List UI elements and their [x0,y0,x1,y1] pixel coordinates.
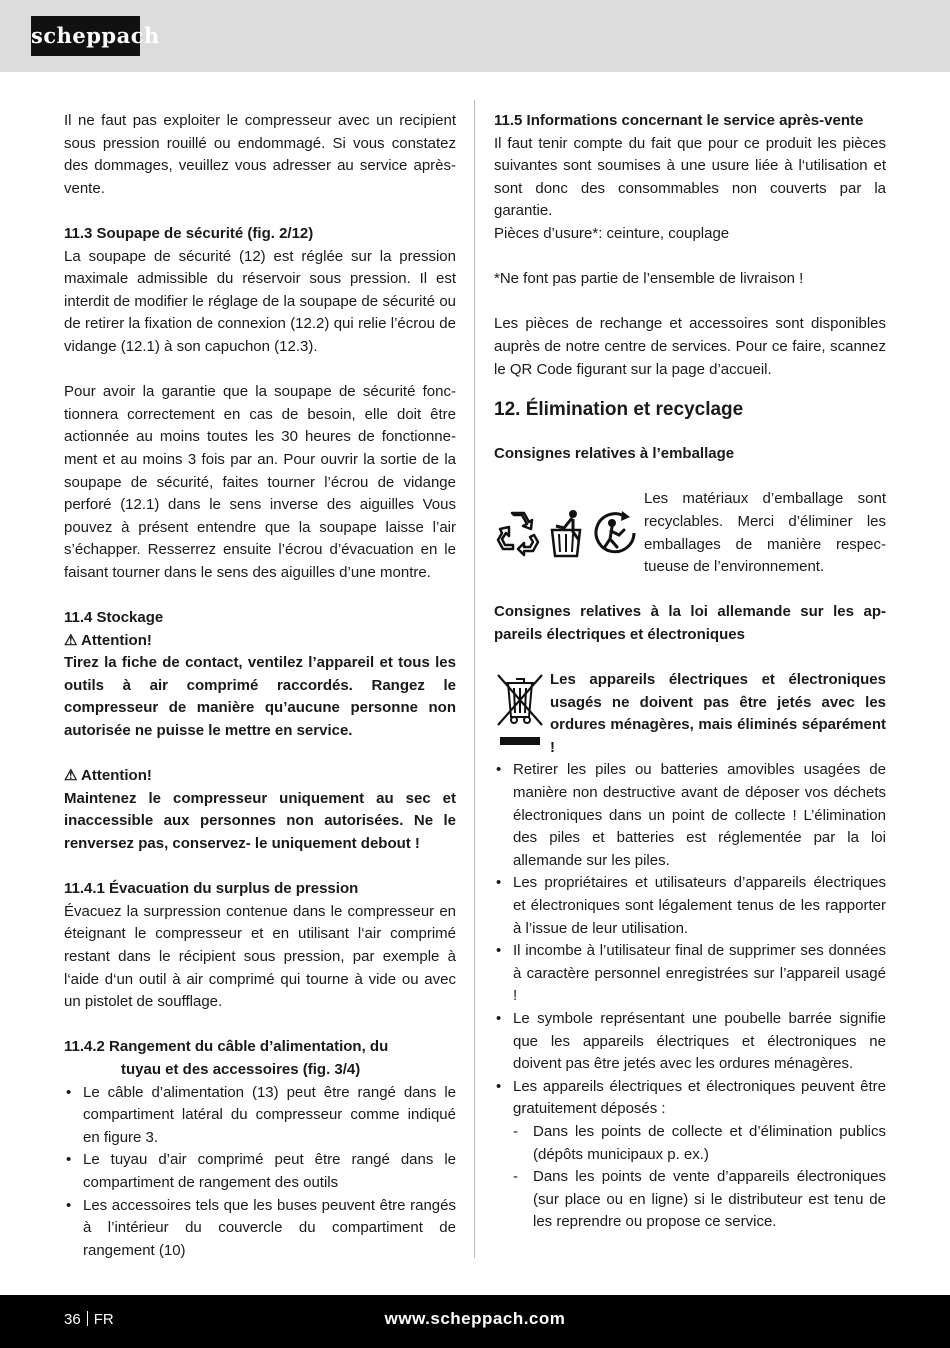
paragraph: *Ne font pas partie de l’ensemble de livraison ! [494,270,804,288]
weee-heading: Consignes relatives à la loi allemande sur les appareils électriques et électroniques [494,603,886,643]
warning-text: Maintenez le compresseur uniquement au sec et inaccessible aux personnes non autorisées. Ne le renversez pas, conservez- le uniquement debout ! [64,789,456,852]
section-heading-11-3: 11.3 Soupape de sécurité (fig. 2/12) [64,224,314,242]
section-heading-11-4-2: 11.4.2 Rangement du câble d’alimentation, du [64,1038,389,1056]
page-header [0,0,950,72]
warning-heading: ⚠ Attention! [64,631,152,649]
sub-list-item: - Dans les points de vente d’appareils électroniques (sur place ou en ligne) si le distributeur est tenu de les reprendre ou propose ce service. [494,1166,886,1234]
list-item: • Les propriétaires et utilisateurs d’appareils électriques et électroniques sont légalement tenus de les rapporter à l’issue de leur utilisation. [494,872,886,940]
crossed-bin-icon [494,669,550,759]
section-heading-12: 12. Élimination et recyclage [494,399,744,421]
website-link[interactable]: www.scheppach.com [384,1309,566,1328]
recycle-icon [494,509,542,557]
list-item: • Les appareils électriques et électroniques peuvent être gratuitement déposés : [494,1076,886,1121]
list-item: • Il incombe à l’utilisateur final de supprimer ses données à caractère personnel enregistrées sur l’appareil usagé ! [494,940,886,1008]
list-item: • Le symbole représentant une poubelle barrée signifie que les appareils électriques et électroniques ne doivent pas être jetés avec les ordures ménagères. [494,1008,886,1076]
packaging-icons [494,488,644,578]
paragraph: Les pièces de rechange et accessoires sont disponibles auprès de notre centre de services. Pour ce faire, scannez le QR Code figurant sur la page d’accueil. [494,315,886,378]
list-item: • Le câble d’alimentation (13) peut être rangé dans le compartiment latéral du compresseur comme indiqué en figure 3. [64,1082,456,1150]
sub-list-item: - Dans les points de collecte et d’élimination publics (dépôts municipaux p. ex.) [494,1121,886,1166]
weee-notice [494,669,886,759]
list-item: • Les accessoires tels que les buses peuvent être rangés à l’intérieur du couvercle du compartiment de rangement (10) [64,1195,456,1263]
paragraph: Pièces d’usure*: ceinture, couplage [494,224,730,242]
weee-text: Les appareils électriques et électroniques usagés ne doivent pas être jetés avec les ordures ménagères, mais éliminés séparément ! [550,671,886,756]
packaging-heading: Consignes relatives à l’emballage [494,445,735,463]
scheppach-logo: scheppach [31,16,140,56]
section-heading-11-5: 11.5 Informations concernant le service après-vente [494,112,864,129]
packaging-text: Les matériaux d’emballage sont recyclables. Merci d’éliminer les emballages de manière respectueuse de l’environnement. [644,490,886,576]
right-column [494,110,886,1234]
section-heading-11-4: 11.4 Stockage [64,609,164,627]
paragraph: Évacuez la surpression contenue dans le compresseur en éteignant le compresseur et en utilisant l‘air comprimé restant dans le récipient sous pression, par exemple à l‘aide d‘un outil à air comprimé qui tourne à vide ou avec un pistolet de soufflage. [64,902,456,1011]
recycle-person-icon [590,508,640,558]
paragraph: Pour avoir la garantie que la soupape de sécurité fonctionnera correctement en cas de besoin, elle doit être actionnée au moins toutes les 30 heures de fonctionnement et au moins 3 fois par an. Pour ouvrir la sortie de la soupape de sécurité, faites tourner l’écrou de vidange perforé (12.1) dans le sens inverse des aiguilles Vous pouvez à présent entendre que la soupape laisse l’air s’échapper. Resserrez ensuite l’écrou d’évacuation en le faisant tourner dans le sens des aiguilles d’une montre. [64,383,456,581]
warning-text: Tirez la fiche de contact, ventilez l’appareil et tous les outils à air comprimé raccordés. Rangez le compresseur de manière qu’aucune personne non autorisée ne puisse le mettre en service. [64,654,456,740]
warning-heading: ⚠ Attention! [64,767,152,785]
page-number-value: 36 [64,1311,81,1328]
list-item: • Retirer les piles ou batteries amovibles usagées de manière non destructive avant de déposer vos déchets électroniques dans un point de collecte ! L’élimination des piles et batteries est réglementée par la loi allemande sur les piles. [494,759,886,872]
paragraph: Il faut tenir compte du fait que pour ce produit les pièces suivantes sont soumises à une usure liée à l‘utilisation et sont donc des consommables non couverts par la garantie. [494,134,886,220]
page-footer [0,1295,950,1348]
section-heading-11-4-2-cont: tuyau et des accessoires (fig. 3/4) [121,1060,361,1078]
trash-bin-icon [546,508,586,558]
column-divider [474,100,475,1258]
list-item: • Le tuyau d’air comprimé peut être rangé dans le compartiment de rangement des outils [64,1149,456,1194]
language-code: FR [93,1311,114,1328]
section-heading-11-4-1: 11.4.1 Évacuation du surplus de pression [64,880,359,898]
paragraph: La soupape de sécurité (12) est réglée sur la pression maximale admissible du réservoir sous pression. Il est interdit de modifier le réglage de la soupape de sécurité ou de retirer la fixation de connexion (12.2) qui relie l’écrou de vidange (12.1) à son capuchon (12.3). [64,247,456,355]
paragraph: Il ne faut pas exploiter le compresseur avec un recipient sous pression rouillé ou endommagé. Si vous constatez des dommages, veuillez vous adresser au service après-vente. [64,112,456,197]
packaging-notice [494,488,886,578]
left-column [64,110,456,1262]
